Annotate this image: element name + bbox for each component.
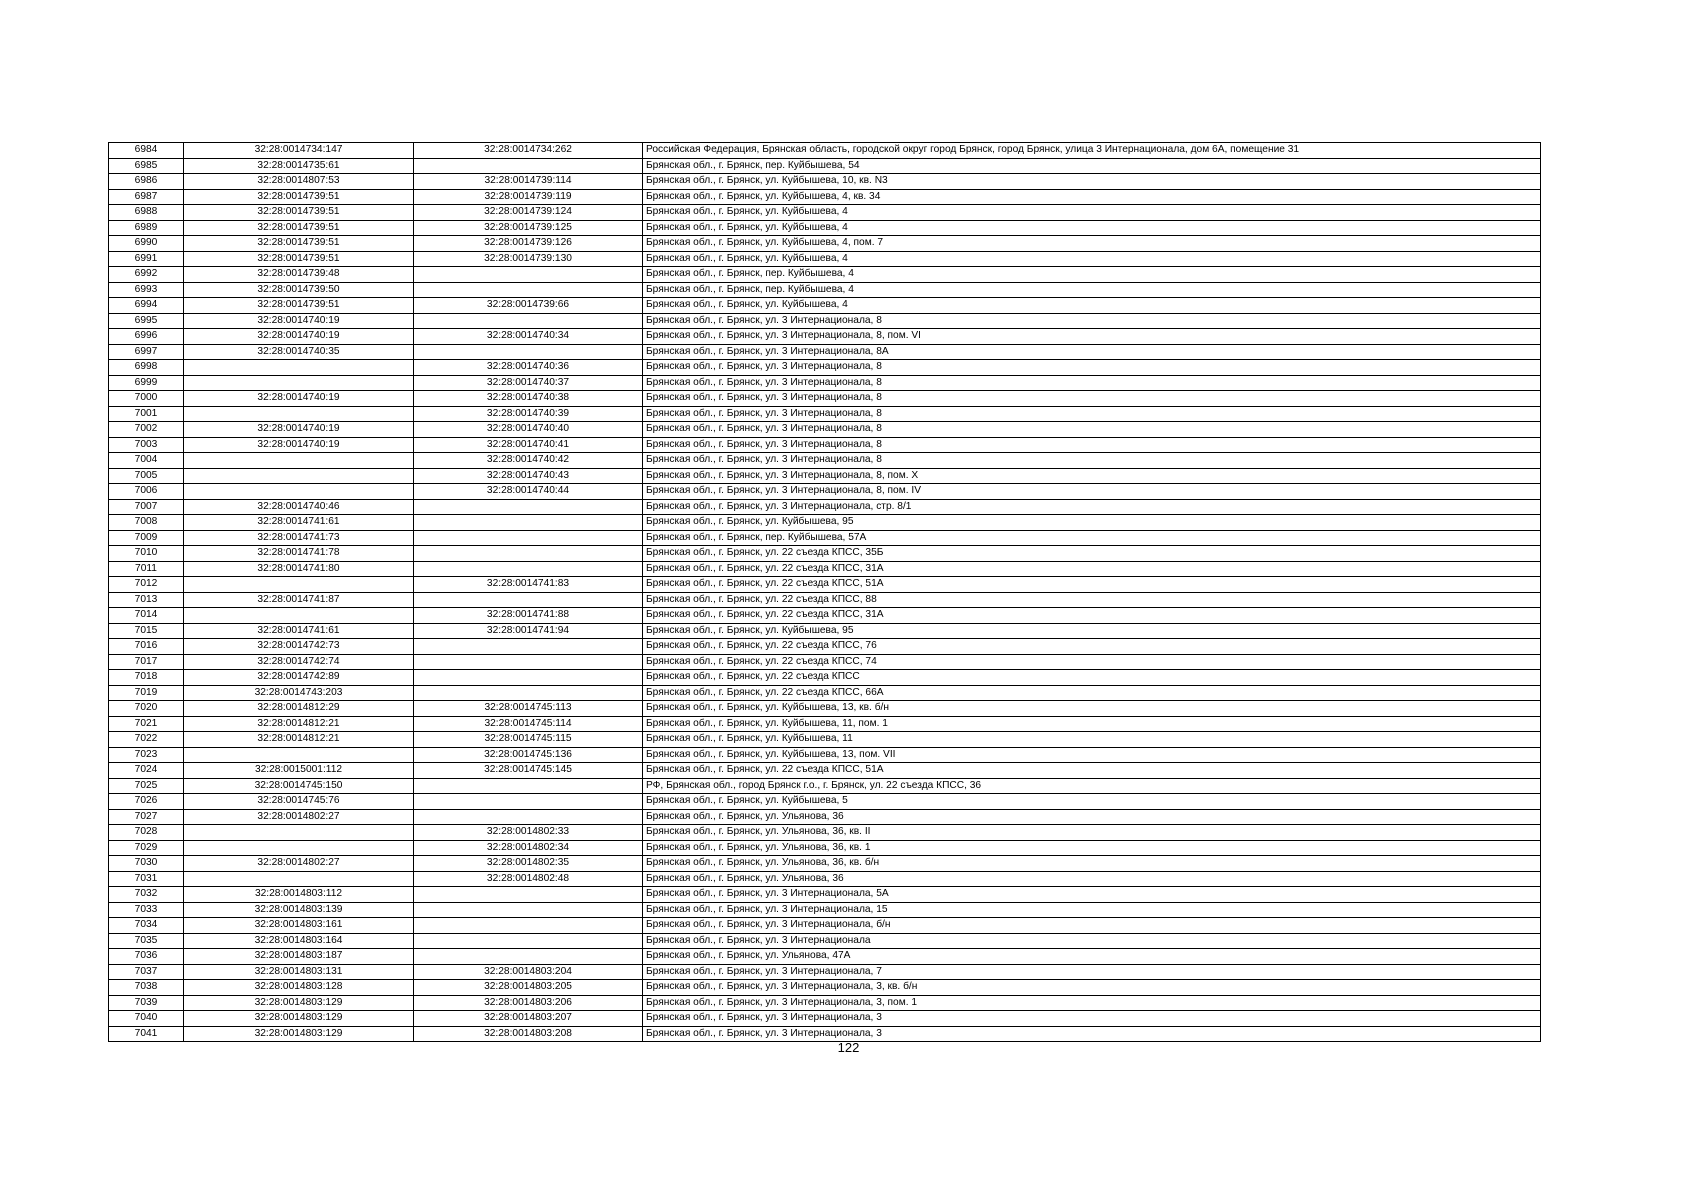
address-cell: Брянская обл., г. Брянск, ул. Куйбышева, 4 [643,251,1541,267]
land-plot-cadastral-number-cell [184,375,414,391]
object-cadastral-number-cell [414,918,643,934]
object-cadastral-number-cell: 32:28:0014739:119 [414,189,643,205]
land-plot-cadastral-number-cell [184,468,414,484]
table-row [109,747,1541,763]
table-row [109,887,1541,903]
object-cadastral-number-cell: 32:28:0014740:37 [414,375,643,391]
address-cell: Брянская обл., г. Брянск, ул. Ульянова, 36, кв. б/н [643,856,1541,872]
object-cadastral-number-cell [414,158,643,174]
address-cell: Брянская обл., г. Брянск, ул. 22 съезда КПСС, 51А [643,577,1541,593]
row-number-cell: 7011 [109,561,184,577]
address-cell: Брянская обл., г. Брянск, ул. Куйбышева, 11 [643,732,1541,748]
land-plot-cadastral-number-cell: 32:28:0014740:46 [184,499,414,515]
land-plot-cadastral-number-cell: 32:28:0014745:150 [184,778,414,794]
table-row [109,205,1541,221]
object-cadastral-number-cell [414,499,643,515]
table-row [109,778,1541,794]
land-plot-cadastral-number-cell: 32:28:0014803:129 [184,995,414,1011]
table-row [109,577,1541,593]
row-number-cell: 7008 [109,515,184,531]
object-cadastral-number-cell [414,313,643,329]
land-plot-cadastral-number-cell: 32:28:0014803:187 [184,949,414,965]
row-number-cell: 7018 [109,670,184,686]
land-plot-cadastral-number-cell: 32:28:0014803:112 [184,887,414,903]
document-page [108,142,1540,1042]
row-number-cell: 7032 [109,887,184,903]
address-cell: Брянская обл., г. Брянск, пер. Куйбышева, 4 [643,267,1541,283]
object-cadastral-number-cell: 32:28:0014740:42 [414,453,643,469]
table-row [109,468,1541,484]
table-row [109,561,1541,577]
object-cadastral-number-cell [414,546,643,562]
object-cadastral-number-cell: 32:28:0014740:44 [414,484,643,500]
row-number-cell: 7009 [109,530,184,546]
land-plot-cadastral-number-cell [184,871,414,887]
land-plot-cadastral-number-cell: 32:28:0014739:50 [184,282,414,298]
table-row [109,499,1541,515]
address-cell: Брянская обл., г. Брянск, пер. Куйбышева, 57А [643,530,1541,546]
row-number-cell: 7023 [109,747,184,763]
object-cadastral-number-cell: 32:28:0014741:94 [414,623,643,639]
object-cadastral-number-cell: 32:28:0014745:115 [414,732,643,748]
address-cell: Брянская обл., г. Брянск, ул. Куйбышева, 4 [643,298,1541,314]
land-plot-cadastral-number-cell: 32:28:0014740:35 [184,344,414,360]
land-plot-cadastral-number-cell: 32:28:0014739:48 [184,267,414,283]
address-cell: Брянская обл., г. Брянск, ул. Ульянова, 36, кв. 1 [643,840,1541,856]
address-cell: Брянская обл., г. Брянск, ул. 3 Интернационала, 8А [643,344,1541,360]
object-cadastral-number-cell [414,670,643,686]
object-cadastral-number-cell: 32:28:0014739:114 [414,174,643,190]
land-plot-cadastral-number-cell [184,840,414,856]
row-number-cell: 7017 [109,654,184,670]
land-plot-cadastral-number-cell: 32:28:0014742:89 [184,670,414,686]
object-cadastral-number-cell [414,561,643,577]
address-cell: Брянская обл., г. Брянск, ул. 3 Интернационала, стр. 8/1 [643,499,1541,515]
address-cell: Брянская обл., г. Брянск, ул. 3 Интернационала, 8, пом. VI [643,329,1541,345]
row-number-cell: 7036 [109,949,184,965]
address-cell: Брянская обл., г. Брянск, ул. Куйбышева, 13, пом. VII [643,747,1541,763]
address-cell: РФ, Брянская обл., город Брянск г.о., г. Брянск, ул. 22 съезда КПСС, 36 [643,778,1541,794]
address-cell: Брянская обл., г. Брянск, ул. Куйбышева, 4, пом. 7 [643,236,1541,252]
object-cadastral-number-cell [414,282,643,298]
address-cell: Брянская обл., г. Брянск, ул. 3 Интернационала, 8, пом. IV [643,484,1541,500]
row-number-cell: 6992 [109,267,184,283]
row-number-cell: 6984 [109,143,184,159]
object-cadastral-number-cell: 32:28:0014745:145 [414,763,643,779]
land-plot-cadastral-number-cell [184,825,414,841]
table-row [109,515,1541,531]
row-number-cell: 7021 [109,716,184,732]
land-plot-cadastral-number-cell: 32:28:0014812:21 [184,716,414,732]
table-row [109,654,1541,670]
object-cadastral-number-cell: 32:28:0014802:33 [414,825,643,841]
row-number-cell: 7040 [109,1011,184,1027]
object-cadastral-number-cell: 32:28:0014803:204 [414,964,643,980]
object-cadastral-number-cell: 32:28:0014803:205 [414,980,643,996]
row-number-cell: 7038 [109,980,184,996]
table-row [109,995,1541,1011]
table-row [109,701,1541,717]
table-row [109,623,1541,639]
address-cell: Брянская обл., г. Брянск, ул. 3 Интернационала, 5А [643,887,1541,903]
row-number-cell: 7019 [109,685,184,701]
address-cell: Брянская обл., г. Брянск, ул. 22 съезда КПСС, 35Б [643,546,1541,562]
table-row [109,484,1541,500]
row-number-cell: 7028 [109,825,184,841]
object-cadastral-number-cell: 32:28:0014739:126 [414,236,643,252]
address-cell: Брянская обл., г. Брянск, ул. 22 съезда КПСС, 66А [643,685,1541,701]
table-row [109,716,1541,732]
row-number-cell: 7013 [109,592,184,608]
row-number-cell: 7041 [109,1026,184,1042]
address-cell: Брянская обл., г. Брянск, ул. 3 Интернационала, 8 [643,391,1541,407]
table-row [109,763,1541,779]
table-row [109,174,1541,190]
address-cell: Брянская обл., г. Брянск, ул. Куйбышева, 95 [643,515,1541,531]
row-number-cell: 7004 [109,453,184,469]
land-plot-cadastral-number-cell: 32:28:0015001:112 [184,763,414,779]
land-plot-cadastral-number-cell: 32:28:0014803:128 [184,980,414,996]
row-number-cell: 7003 [109,437,184,453]
row-number-cell: 7001 [109,406,184,422]
object-cadastral-number-cell [414,778,643,794]
object-cadastral-number-cell: 32:28:0014740:36 [414,360,643,376]
land-plot-cadastral-number-cell: 32:28:0014741:73 [184,530,414,546]
table-row [109,732,1541,748]
land-plot-cadastral-number-cell: 32:28:0014803:161 [184,918,414,934]
address-cell: Брянская обл., г. Брянск, ул. 3 Интернационала, 8 [643,360,1541,376]
address-cell: Брянская обл., г. Брянск, ул. Куйбышева, 13, кв. б/н [643,701,1541,717]
object-cadastral-number-cell [414,530,643,546]
table-row [109,344,1541,360]
row-number-cell: 7037 [109,964,184,980]
land-plot-cadastral-number-cell: 32:28:0014740:19 [184,437,414,453]
address-cell: Брянская обл., г. Брянск, ул. 3 Интернационала, 3, кв. б/н [643,980,1541,996]
table-row [109,856,1541,872]
land-plot-cadastral-number-cell: 32:28:0014741:61 [184,623,414,639]
object-cadastral-number-cell [414,794,643,810]
table-row [109,1011,1541,1027]
object-cadastral-number-cell: 32:28:0014802:48 [414,871,643,887]
land-plot-cadastral-number-cell [184,747,414,763]
table-row [109,592,1541,608]
object-cadastral-number-cell [414,639,643,655]
row-number-cell: 7016 [109,639,184,655]
row-number-cell: 7015 [109,623,184,639]
address-cell: Брянская обл., г. Брянск, ул. 3 Интернационала, 3 [643,1011,1541,1027]
object-cadastral-number-cell: 32:28:0014802:35 [414,856,643,872]
row-number-cell: 7005 [109,468,184,484]
row-number-cell: 7027 [109,809,184,825]
object-cadastral-number-cell: 32:28:0014734:262 [414,143,643,159]
address-cell: Брянская обл., г. Брянск, ул. 3 Интернационала, 8 [643,453,1541,469]
land-plot-cadastral-number-cell: 32:28:0014802:27 [184,809,414,825]
object-cadastral-number-cell: 32:28:0014739:130 [414,251,643,267]
land-plot-cadastral-number-cell: 32:28:0014741:61 [184,515,414,531]
row-number-cell: 6986 [109,174,184,190]
address-cell: Брянская обл., г. Брянск, ул. 22 съезда КПСС [643,670,1541,686]
land-plot-cadastral-number-cell: 32:28:0014743:203 [184,685,414,701]
table-row [109,530,1541,546]
table-row [109,825,1541,841]
table-row [109,298,1541,314]
address-cell: Брянская обл., г. Брянск, ул. 22 съезда КПСС, 51А [643,763,1541,779]
address-cell: Брянская обл., г. Брянск, ул. 22 съезда КПСС, 88 [643,592,1541,608]
land-plot-cadastral-number-cell: 32:28:0014740:19 [184,391,414,407]
table-row [109,871,1541,887]
cadastral-table [108,142,1541,1042]
object-cadastral-number-cell: 32:28:0014740:43 [414,468,643,484]
table-row [109,918,1541,934]
row-number-cell: 6995 [109,313,184,329]
table-row [109,685,1541,701]
object-cadastral-number-cell: 32:28:0014739:124 [414,205,643,221]
object-cadastral-number-cell [414,592,643,608]
address-cell: Брянская обл., г. Брянск, ул. 22 съезда КПСС, 31А [643,561,1541,577]
row-number-cell: 6997 [109,344,184,360]
land-plot-cadastral-number-cell: 32:28:0014803:139 [184,902,414,918]
address-cell: Брянская обл., г. Брянск, ул. Куйбышева, 4 [643,220,1541,236]
land-plot-cadastral-number-cell: 32:28:0014812:29 [184,701,414,717]
object-cadastral-number-cell: 32:28:0014803:206 [414,995,643,1011]
table-row [109,809,1541,825]
land-plot-cadastral-number-cell [184,484,414,500]
object-cadastral-number-cell [414,515,643,531]
land-plot-cadastral-number-cell [184,360,414,376]
address-cell: Брянская обл., г. Брянск, ул. Куйбышева, 4 [643,205,1541,221]
land-plot-cadastral-number-cell [184,453,414,469]
row-number-cell: 6996 [109,329,184,345]
table-row [109,406,1541,422]
table-row [109,189,1541,205]
land-plot-cadastral-number-cell: 32:28:0014739:51 [184,236,414,252]
land-plot-cadastral-number-cell: 32:28:0014803:129 [184,1011,414,1027]
land-plot-cadastral-number-cell: 32:28:0014740:19 [184,329,414,345]
object-cadastral-number-cell: 32:28:0014745:136 [414,747,643,763]
address-cell: Брянская обл., г. Брянск, ул. Куйбышева, 5 [643,794,1541,810]
row-number-cell: 7039 [109,995,184,1011]
address-cell: Брянская обл., г. Брянск, ул. Куйбышева, 95 [643,623,1541,639]
address-cell: Брянская обл., г. Брянск, ул. Куйбышева, 4, кв. 34 [643,189,1541,205]
object-cadastral-number-cell: 32:28:0014741:83 [414,577,643,593]
land-plot-cadastral-number-cell: 32:28:0014740:19 [184,313,414,329]
table-row [109,313,1541,329]
address-cell: Брянская обл., г. Брянск, ул. 3 Интернационала, б/н [643,918,1541,934]
land-plot-cadastral-number-cell: 32:28:0014740:19 [184,422,414,438]
address-cell: Брянская обл., г. Брянск, ул. 3 Интернационала [643,933,1541,949]
address-cell: Брянская обл., г. Брянск, ул. 3 Интернационала, 8, пом. X [643,468,1541,484]
table-row [109,267,1541,283]
address-cell: Брянская обл., г. Брянск, ул. 3 Интернационала, 8 [643,437,1541,453]
address-cell: Брянская обл., г. Брянск, ул. 3 Интернационала, 8 [643,313,1541,329]
object-cadastral-number-cell [414,654,643,670]
land-plot-cadastral-number-cell: 32:28:0014803:129 [184,1026,414,1042]
object-cadastral-number-cell: 32:28:0014741:88 [414,608,643,624]
address-cell: Брянская обл., г. Брянск, ул. 3 Интернационала, 15 [643,902,1541,918]
table-row [109,360,1541,376]
page-number: 122 [837,1040,860,1055]
row-number-cell: 6990 [109,236,184,252]
table-row [109,375,1541,391]
land-plot-cadastral-number-cell [184,608,414,624]
land-plot-cadastral-number-cell: 32:28:0014741:87 [184,592,414,608]
object-cadastral-number-cell: 32:28:0014803:208 [414,1026,643,1042]
address-cell: Брянская обл., г. Брянск, пер. Куйбышева, 4 [643,282,1541,298]
object-cadastral-number-cell: 32:28:0014740:41 [414,437,643,453]
table-row [109,143,1541,159]
row-number-cell: 7006 [109,484,184,500]
address-cell: Брянская обл., г. Брянск, ул. Куйбышева, 10, кв. N3 [643,174,1541,190]
table-row [109,670,1541,686]
row-number-cell: 6988 [109,205,184,221]
table-row [109,840,1541,856]
row-number-cell: 7002 [109,422,184,438]
object-cadastral-number-cell: 32:28:0014740:39 [414,406,643,422]
row-number-cell: 6994 [109,298,184,314]
table-row [109,220,1541,236]
object-cadastral-number-cell [414,267,643,283]
object-cadastral-number-cell: 32:28:0014740:34 [414,329,643,345]
object-cadastral-number-cell [414,809,643,825]
table-body [109,143,1541,1042]
address-cell: Брянская обл., г. Брянск, ул. Ульянова, 36, кв. II [643,825,1541,841]
row-number-cell: 6989 [109,220,184,236]
address-cell: Брянская обл., г. Брянск, пер. Куйбышева, 54 [643,158,1541,174]
table-row [109,902,1541,918]
row-number-cell: 7000 [109,391,184,407]
land-plot-cadastral-number-cell: 32:28:0014742:74 [184,654,414,670]
row-number-cell: 7024 [109,763,184,779]
row-number-cell: 7029 [109,840,184,856]
land-plot-cadastral-number-cell: 32:28:0014739:51 [184,298,414,314]
object-cadastral-number-cell: 32:28:0014803:207 [414,1011,643,1027]
object-cadastral-number-cell: 32:28:0014739:125 [414,220,643,236]
land-plot-cadastral-number-cell [184,406,414,422]
land-plot-cadastral-number-cell: 32:28:0014802:27 [184,856,414,872]
object-cadastral-number-cell: 32:28:0014802:34 [414,840,643,856]
row-number-cell: 6998 [109,360,184,376]
address-cell: Брянская обл., г. Брянск, ул. Ульянова, 36 [643,809,1541,825]
table-row [109,329,1541,345]
table-row [109,158,1541,174]
table-row [109,251,1541,267]
table-row [109,794,1541,810]
table-row [109,282,1541,298]
row-number-cell: 7022 [109,732,184,748]
object-cadastral-number-cell [414,685,643,701]
row-number-cell: 6991 [109,251,184,267]
table-row [109,639,1541,655]
row-number-cell: 7030 [109,856,184,872]
address-cell: Брянская обл., г. Брянск, ул. 22 съезда КПСС, 76 [643,639,1541,655]
object-cadastral-number-cell: 32:28:0014745:113 [414,701,643,717]
row-number-cell: 6993 [109,282,184,298]
table-row [109,933,1541,949]
land-plot-cadastral-number-cell [184,577,414,593]
table-row [109,453,1541,469]
address-cell: Брянская обл., г. Брянск, ул. 3 Интернационала, 7 [643,964,1541,980]
land-plot-cadastral-number-cell: 32:28:0014735:61 [184,158,414,174]
land-plot-cadastral-number-cell: 32:28:0014741:78 [184,546,414,562]
table-row [109,964,1541,980]
row-number-cell: 6999 [109,375,184,391]
table-row [109,391,1541,407]
table-row [109,437,1541,453]
land-plot-cadastral-number-cell: 32:28:0014741:80 [184,561,414,577]
object-cadastral-number-cell [414,902,643,918]
row-number-cell: 7014 [109,608,184,624]
row-number-cell: 7010 [109,546,184,562]
address-cell: Брянская обл., г. Брянск, ул. 22 съезда КПСС, 31А [643,608,1541,624]
object-cadastral-number-cell [414,887,643,903]
address-cell: Российская Федерация, Брянская область, городской округ город Брянск, город Брянск, улица 3 Интернационала, дом 6А, помещение 31 [643,143,1541,159]
table-row [109,608,1541,624]
object-cadastral-number-cell: 32:28:0014739:66 [414,298,643,314]
object-cadastral-number-cell [414,933,643,949]
land-plot-cadastral-number-cell: 32:28:0014734:147 [184,143,414,159]
row-number-cell: 7031 [109,871,184,887]
row-number-cell: 7020 [109,701,184,717]
table-row [109,236,1541,252]
land-plot-cadastral-number-cell: 32:28:0014739:51 [184,251,414,267]
address-cell: Брянская обл., г. Брянск, ул. Куйбышева, 11, пом. 1 [643,716,1541,732]
row-number-cell: 7007 [109,499,184,515]
address-cell: Брянская обл., г. Брянск, ул. 3 Интернационала, 8 [643,422,1541,438]
table-row [109,422,1541,438]
object-cadastral-number-cell: 32:28:0014740:38 [414,391,643,407]
address-cell: Брянская обл., г. Брянск, ул. 3 Интернационала, 8 [643,375,1541,391]
row-number-cell: 7034 [109,918,184,934]
row-number-cell: 6985 [109,158,184,174]
land-plot-cadastral-number-cell: 32:28:0014739:51 [184,220,414,236]
land-plot-cadastral-number-cell: 32:28:0014807:53 [184,174,414,190]
land-plot-cadastral-number-cell: 32:28:0014803:164 [184,933,414,949]
row-number-cell: 7026 [109,794,184,810]
land-plot-cadastral-number-cell: 32:28:0014739:51 [184,189,414,205]
land-plot-cadastral-number-cell: 32:28:0014745:76 [184,794,414,810]
object-cadastral-number-cell: 32:28:0014740:40 [414,422,643,438]
address-cell: Брянская обл., г. Брянск, ул. 3 Интернационала, 8 [643,406,1541,422]
table-row [109,546,1541,562]
land-plot-cadastral-number-cell: 32:28:0014812:21 [184,732,414,748]
row-number-cell: 7033 [109,902,184,918]
address-cell: Брянская обл., г. Брянск, ул. Ульянова, 47А [643,949,1541,965]
object-cadastral-number-cell [414,949,643,965]
address-cell: Брянская обл., г. Брянск, ул. 3 Интернационала, 3 [643,1026,1541,1042]
land-plot-cadastral-number-cell: 32:28:0014803:131 [184,964,414,980]
row-number-cell: 6987 [109,189,184,205]
land-plot-cadastral-number-cell: 32:28:0014742:73 [184,639,414,655]
address-cell: Брянская обл., г. Брянск, ул. 22 съезда КПСС, 74 [643,654,1541,670]
object-cadastral-number-cell: 32:28:0014745:114 [414,716,643,732]
table-row [109,949,1541,965]
row-number-cell: 7025 [109,778,184,794]
table-row [109,980,1541,996]
land-plot-cadastral-number-cell: 32:28:0014739:51 [184,205,414,221]
object-cadastral-number-cell [414,344,643,360]
address-cell: Брянская обл., г. Брянск, ул. Ульянова, 36 [643,871,1541,887]
row-number-cell: 7035 [109,933,184,949]
row-number-cell: 7012 [109,577,184,593]
address-cell: Брянская обл., г. Брянск, ул. 3 Интернационала, 3, пом. 1 [643,995,1541,1011]
